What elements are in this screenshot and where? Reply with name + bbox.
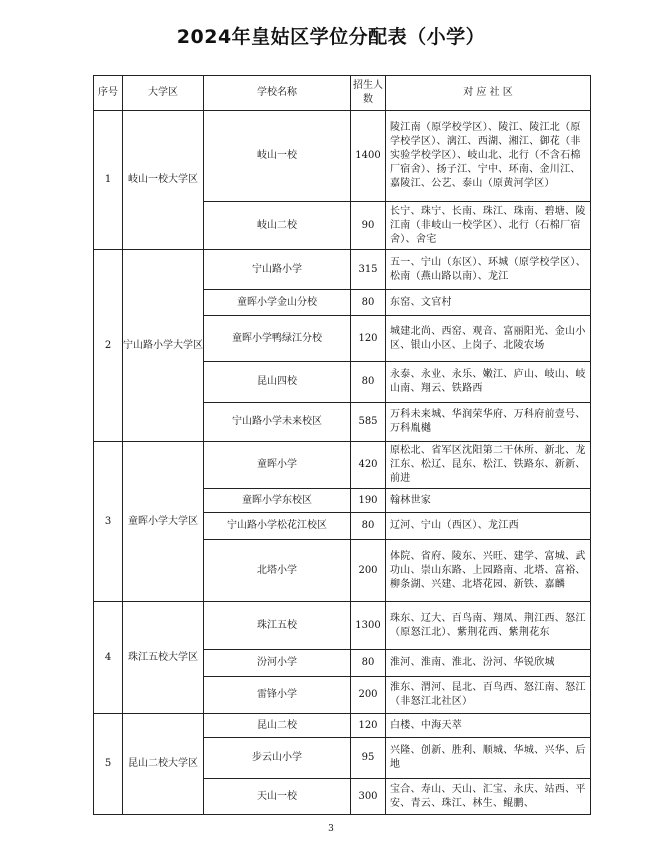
header-seq: 序号: [94, 76, 123, 111]
allocation-table: [93, 75, 591, 815]
school-name: 宁山路小学松花江校区: [204, 513, 351, 540]
community-list: 东窑、文官村: [386, 290, 591, 316]
school-name: 童晖小学鸭绿江分校: [204, 316, 351, 362]
school-name: 宁山路小学未来校区: [204, 403, 351, 442]
enroll-count: 80: [351, 362, 386, 403]
district-name: 童晖小学大学区: [123, 442, 204, 602]
district-seq: 2: [94, 250, 123, 442]
table-row: [94, 250, 591, 290]
enroll-count: 190: [351, 489, 386, 513]
table-header-row: [94, 76, 591, 111]
district-seq: 4: [94, 602, 123, 714]
district-name: 昆山二校大学区: [123, 714, 204, 815]
header-community: 对 应 社 区: [386, 76, 591, 111]
community-list: 淮河、淮南、淮北、汾河、华锐欣城: [386, 650, 591, 677]
community-list: 城建北尚、西窑、观音、富丽阳光、金山小区、银山小区、上岗子、北陵农场: [386, 316, 591, 362]
school-name: 天山一校: [204, 779, 351, 815]
community-list: 体院、省府、陵东、兴旺、建学、富城、武功山、崇山东路、上园路南、北塔、富裕、柳条湖、兴建、北塔花园、新铁、嘉麟: [386, 540, 591, 602]
table-row: [94, 111, 591, 202]
district-name: 岐山一校大学区: [123, 111, 204, 250]
district-name: 宁山路小学大学区: [123, 250, 204, 442]
school-name: 昆山四校: [204, 362, 351, 403]
community-list: 万科未来城、华润荣华府、万科府前壹号、万科胤樾: [386, 403, 591, 442]
header-district: 大学区: [123, 76, 204, 111]
school-name: 童晖小学: [204, 442, 351, 489]
page-number: 3: [328, 824, 334, 834]
table-row: [94, 714, 591, 738]
enroll-count: 200: [351, 540, 386, 602]
community-list: 陵江南（原学校学区）、陵江、陵江北（原学校学区）、漓江、西湖、湘江、御花（非实验学校学区）、岐山北、北行（不含石棉厂宿舍）、扬子江、宁中、环南、金川江、嘉陵江、公艺、泰山（原黄河学区）: [386, 111, 591, 202]
table-row: [94, 442, 591, 489]
school-name: 汾河小学: [204, 650, 351, 677]
enroll-count: 1300: [351, 602, 386, 650]
community-list: 长宁、珠宁、长南、珠江、珠南、碧塘、陵江南（非岐山一校学区）、北行（石棉厂宿舍）、舍宅: [386, 202, 591, 250]
school-name: 童晖小学东校区: [204, 489, 351, 513]
district-seq: 1: [94, 111, 123, 250]
community-list: 淮东、渭河、昆北、百鸟西、怒江南、怒江（非怒江北社区）: [386, 677, 591, 714]
school-name: 昆山二校: [204, 714, 351, 738]
enroll-count: 120: [351, 316, 386, 362]
enroll-count: 95: [351, 738, 386, 779]
community-list: 白楼、中海天萃: [386, 714, 591, 738]
school-name: 步云山小学: [204, 738, 351, 779]
enroll-count: 1400: [351, 111, 386, 202]
enroll-count: 120: [351, 714, 386, 738]
enroll-count: 315: [351, 250, 386, 290]
community-list: 原松北、省军区沈阳第二干休所、新北、龙江东、松辽、昆东、松江、铁路东、新新、前进: [386, 442, 591, 489]
district-name: 珠江五校大学区: [123, 602, 204, 714]
district-seq: 5: [94, 714, 123, 815]
community-list: 宝合、寿山、天山、汇宝、永庆、站西、平安、青云、珠江、林生、鲲鹏、: [386, 779, 591, 815]
community-list: 永泰、永业、永乐、嫩江、庐山、岐山、岐山南、翔云、铁路西: [386, 362, 591, 403]
document-title: 2024年皇姑区学位分配表（小学）: [176, 26, 486, 48]
enroll-count: 585: [351, 403, 386, 442]
community-list: 五一、宁山（东区）、环城（原学校学区）、松南（燕山路以南）、龙江: [386, 250, 591, 290]
school-name: 岐山一校: [204, 111, 351, 202]
school-name: 珠江五校: [204, 602, 351, 650]
district-seq: 3: [94, 442, 123, 602]
community-list: 翰林世家: [386, 489, 591, 513]
enroll-count: 420: [351, 442, 386, 489]
enroll-count: 200: [351, 677, 386, 714]
community-list: 辽河、宁山（西区）、龙江西: [386, 513, 591, 540]
enroll-count: 80: [351, 650, 386, 677]
enroll-count: 300: [351, 779, 386, 815]
table-row: [94, 602, 591, 650]
enroll-count: 80: [351, 290, 386, 316]
enroll-count: 80: [351, 513, 386, 540]
community-list: 珠东、辽大、百鸟南、翔凤、荆江西、怒江（原怒江北）、紫荆花西、紫荆花东: [386, 602, 591, 650]
school-name: 童晖小学金山分校: [204, 290, 351, 316]
school-name: 宁山路小学: [204, 250, 351, 290]
school-name: 北塔小学: [204, 540, 351, 602]
school-name: 雷锋小学: [204, 677, 351, 714]
header-enroll: 招生人数: [351, 76, 386, 111]
enroll-count: 90: [351, 202, 386, 250]
school-name: 岐山二校: [204, 202, 351, 250]
community-list: 兴隆、创新、胜利、顺城、华城、兴华、后地: [386, 738, 591, 779]
header-school: 学校名称: [204, 76, 351, 111]
